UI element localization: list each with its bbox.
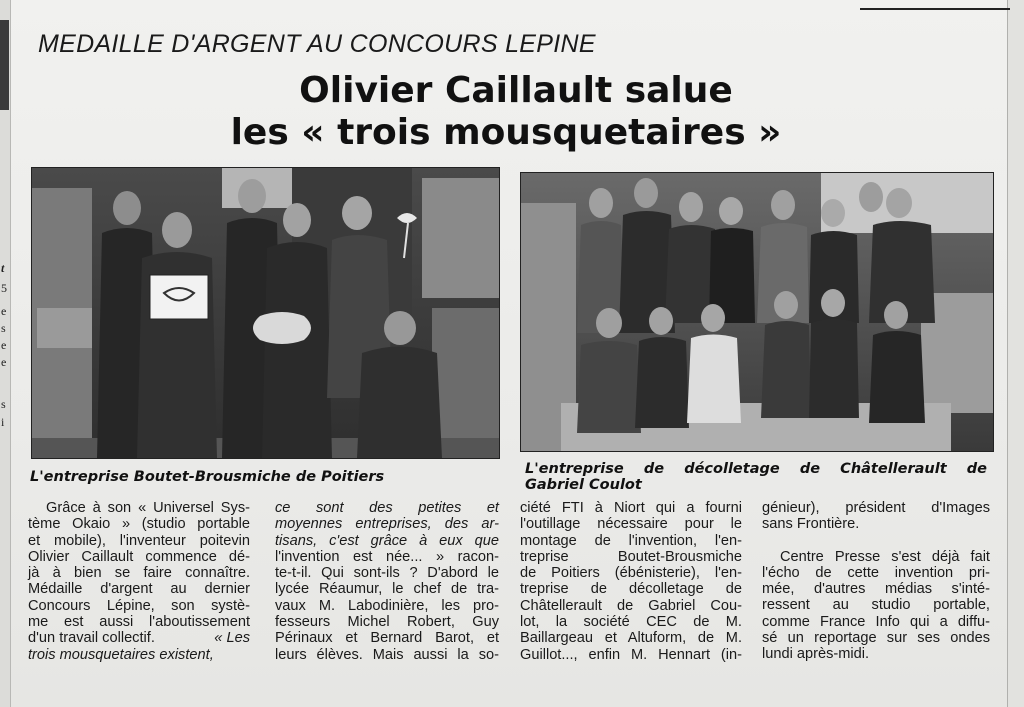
edge-fragment: e [1,338,7,352]
text-line: Centre Presse s'est déjà fait [780,548,990,565]
text-line: ciété FTI à Niort qui a fourni [520,500,742,516]
text-line: Concours Lépine, son systè- [28,597,250,614]
text-line: de Poitiers (ébénisterie), l'en- [520,565,742,582]
article-kicker: MEDAILLE D'ARGENT AU CONCOURS LEPINE [38,30,596,58]
text-line: montage de l'invention, l'en- [520,532,742,549]
edge-fragment: 5 [1,281,7,295]
factory-group-photo [521,173,993,451]
text-line: moyennes entreprises, des ar- [275,516,499,533]
edge-fragment: e [1,304,7,318]
text-line: leurs élèves. Mais aussi la so- [275,646,499,663]
text-line: l'outillage nécessaire pour le [520,516,742,533]
text-line: comme France Info qui a diffu- [762,613,990,630]
text-line: sé un reportage sur ses ondes [762,630,990,647]
text-line: Châtellerault de Gabriel Cou- [520,597,742,614]
article-column-2 [275,500,499,663]
edge-fragment: i [1,415,5,429]
edge-fragment: s [1,321,6,335]
text-line: trois mousquetaires existent, [28,646,214,663]
text-line: mée, d'autres médias s'inté- [762,581,990,598]
text-line: vaux M. Labodinière, les pro- [275,597,499,614]
text-line: treprise de décolletage de [520,581,742,598]
text-line: ressent au studio portable, [762,597,990,614]
text-line: treprise Boutet-Brousmiche [520,548,742,565]
edge-fragment: t [1,261,5,275]
text-line: Grâce à son « Universel Sys- [46,500,250,516]
text-line: Olivier Caillault commence dé- [28,548,250,565]
workshop-group-photo [32,168,499,458]
paragraph-gap [762,533,990,549]
edge-fragment: s [1,397,6,411]
text-line: génieur), président d'Images [762,500,990,516]
text-line: l'invention est née... » racon- [275,548,499,565]
text-line: Guillot..., enfin M. Hennart (in- [520,646,742,663]
text-line: sans Frontière. [762,516,860,533]
text-line: lundi après-midi. [762,646,870,663]
text-line: ce sont des petites et [275,500,499,516]
right-caption-line-2: Gabriel Coulot [525,477,642,493]
left-photo-caption: L'entreprise Boutet-Brousmiche de Poitiers [30,469,385,485]
text-line: et mobile), l'inventeur poitevin [28,532,250,549]
text-line: me est aussi l'aboutissement [28,614,250,631]
article-column-1 [28,500,250,663]
text-segment: « Les [214,630,250,647]
text-line: te-t-il. Qui sont-ils ? D'abord le [275,565,499,582]
text-line: Médaille d'argent au dernier [28,581,250,598]
photo-coulot-decolletage [520,172,994,452]
right-photo-caption [525,461,987,493]
column-rule [860,8,1010,10]
photo-boutet-brousmiche [31,167,500,459]
text-line: tème Okaio » (studio portable [28,516,250,533]
article-column-4 [762,500,990,663]
headline-line-1: Olivier Caillault salue [299,70,733,111]
text-line: fesseurs Michel Robert, Guy [275,614,499,631]
text-line: lot, la société CEC de M. [520,614,742,631]
edge-fragment: e [1,355,7,369]
text-line: tisans, c'est grâce à eux que [275,532,499,549]
text-line [28,630,250,646]
text-line: Périnaux et Bernard Barot, et [275,630,499,647]
text-line: lycée Réaumur, le chef de tra- [275,581,499,598]
headline-line-2: les « trois mousquetaires » [230,112,782,153]
right-caption-line-1: L'entreprise de décolletage de Châtellerault de [525,461,987,477]
text-line: jà à bien se faire connaître. [28,565,250,582]
article-column-3 [520,500,742,663]
text-segment: d'un travail collectif. [28,630,155,647]
text-line: Baillargeau et Altuform, de M. [520,630,742,647]
text-line: l'écho de cette invention pri- [762,564,990,581]
